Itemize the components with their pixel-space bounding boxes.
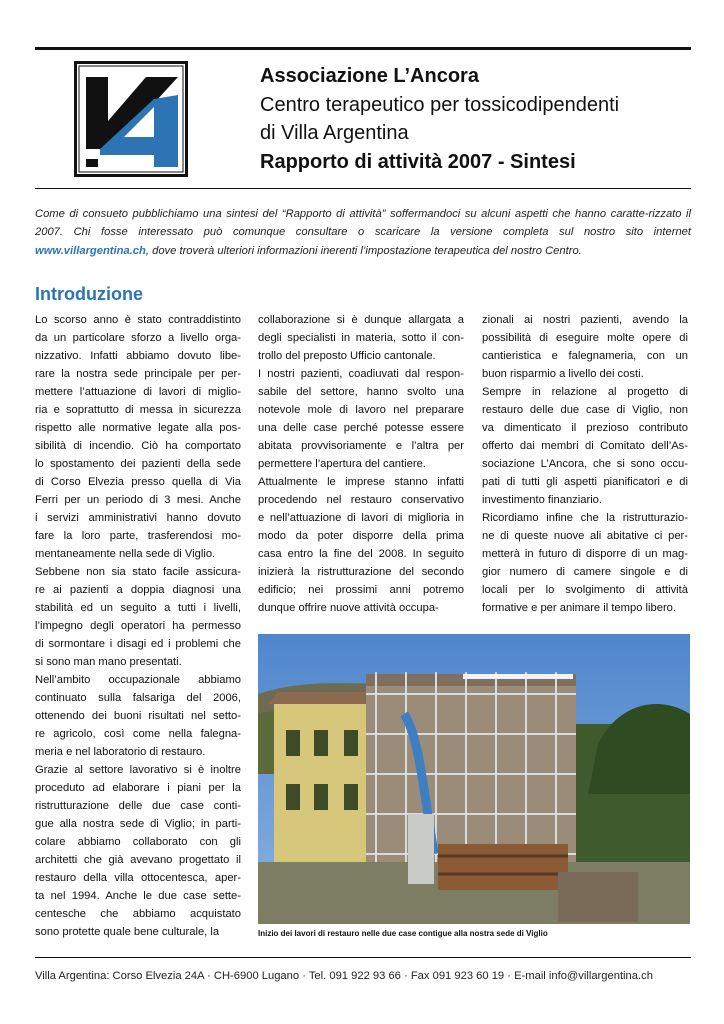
text-line: dunque offrire nuove attività occupa- bbox=[258, 602, 439, 614]
text-line: procedendo nel restauro conservativo bbox=[258, 494, 464, 506]
text-line: formative e per animare il tempo libero. bbox=[482, 602, 677, 614]
footer-contact: Villa Argentina: Corso Elvezia 24A · CH-6900 Lugano · Tel. 091 922 93 66 · Fax 091 923 60 19 · E-mail info@villargentina.ch bbox=[35, 970, 653, 982]
text-line: colare abbiamo collaborato con gli bbox=[35, 836, 241, 848]
text-line: ottenendo dei buoni risultati nel setto- bbox=[35, 710, 241, 722]
text-line: sono protette quale bene culturale, la bbox=[35, 926, 220, 938]
text-line: rispetto alle normative legate alla pos- bbox=[35, 422, 241, 434]
text-line: centesche che abbiamo acquistato bbox=[35, 908, 241, 920]
text-line: metterà in futuro di disporre di un mag- bbox=[482, 548, 688, 560]
text-line: lo spostamento dei pazienti della sede bbox=[35, 458, 241, 470]
text-line: proceduto ad elaborare i piani per la bbox=[35, 782, 241, 794]
text-line: nizzativo. Infatti abbiamo dovuto libe- bbox=[35, 350, 241, 362]
text-line: Nell’ambito occupazionale abbiamo bbox=[35, 674, 241, 686]
construction-photo bbox=[258, 634, 690, 924]
text-line: modo da poter disporre della prima bbox=[258, 530, 464, 542]
text-line: sabile del settore, hanno svolto una bbox=[258, 386, 464, 398]
text-column-3 bbox=[482, 311, 688, 617]
text-line: una delle case perché potesse essere bbox=[258, 422, 464, 434]
text-line: Lo scorso anno è stato contraddistinto bbox=[35, 314, 241, 326]
text-line: I nostri pazienti, coadiuvati dal respon- bbox=[258, 368, 464, 380]
text-line: va dimenticato il prezioso contributo bbox=[482, 422, 688, 434]
text-line: di sormontare i disagi ed i problemi che bbox=[35, 638, 241, 650]
text-line: inizierà la ristrutturazione del secondo bbox=[258, 566, 464, 578]
header-subtitle-line2: di Villa Argentina bbox=[260, 122, 409, 144]
text-line: restauro delle due case di Viglio, non bbox=[482, 404, 688, 416]
text-line: Sempre in relazione al progetto di bbox=[482, 386, 688, 398]
text-line: notevole mole di lavoro nel preparare bbox=[258, 404, 464, 416]
text-line: mentaneamente nella sede di Viglio. bbox=[35, 548, 216, 560]
text-line: i servizi amministrativi hanno dovuto bbox=[35, 512, 241, 524]
text-line: rare la nostra sede principale per per- bbox=[35, 368, 241, 380]
header-rule bbox=[35, 188, 691, 189]
intro-text-end: , dove troverà ulteriori informazioni inerenti l’impostazione terapeutica del nostro Centro. bbox=[145, 244, 582, 257]
text-line: fare la loro parte, trasferendosi mo- bbox=[35, 530, 241, 542]
text-line: di Corso Elvezia presso quella di Via bbox=[35, 476, 241, 488]
text-line: permettere l’apertura del cantiere. bbox=[258, 458, 426, 470]
text-line: buon risparmio a livello dei costi. bbox=[482, 368, 644, 380]
text-line: trollo del preposto Ufficio cantonale. bbox=[258, 350, 436, 362]
text-line: Ricordiamo infine che la ristrutturazio- bbox=[482, 512, 688, 524]
text-line: re ai pazienti a doppia diagnosi una bbox=[35, 584, 241, 596]
text-line: sociazione L’Ancora, che si sono occu- bbox=[482, 458, 688, 470]
text-line: gue alla nostra sede di Viglio; in parti- bbox=[35, 818, 241, 830]
text-line: abitata provvisoriamente e l’altra per bbox=[258, 440, 464, 452]
text-line: mettere l’attuazione di lavori di miglio- bbox=[35, 386, 241, 398]
website-link[interactable]: www.villargentina.ch bbox=[35, 244, 146, 257]
intro-text: Come di consueto pubblichiamo una sintesi del “Rapporto di attività” soffermandoci su alcuni aspetti che hanno caratte-rizzato il 2007. Chi fosse interessato può comunque consultare o scaricare la versione completa sul nostro sito internet bbox=[35, 208, 691, 239]
text-line: stabilità ed un seguito a tutti i livelli, bbox=[35, 602, 241, 614]
text-line: ne di queste nuove ali abitative ci per- bbox=[482, 530, 688, 542]
text-line: investimento finanziario. bbox=[482, 494, 603, 506]
text-line: ristrutturazione delle due case conti- bbox=[35, 800, 241, 812]
text-line: ta nel 1994. Anche le due case sette- bbox=[35, 890, 241, 902]
text-line: zionali ai nostri pazienti, avendo la bbox=[482, 314, 688, 326]
text-line: Grazie al settore lavorativo si è inoltre bbox=[35, 764, 241, 776]
photo-caption: Inizio dei lavori di restauro nelle due case contigue alla nostra sede di Viglio bbox=[258, 929, 548, 938]
text-line: ria e soprattutto di messa in sicurezza bbox=[35, 404, 241, 416]
text-line: possibilità di eseguire molte opere di bbox=[482, 332, 688, 344]
footer-rule bbox=[35, 957, 691, 958]
text-line: l’impegno degli operatori ha permesso bbox=[35, 620, 241, 632]
text-line: offerto dai membri di Comitato dell’As- bbox=[482, 440, 688, 452]
text-line: da un particolare sforzo a livello orga- bbox=[35, 332, 241, 344]
top-rule bbox=[35, 47, 691, 50]
text-line: degli specialisti in materia, sotto il con- bbox=[258, 332, 464, 344]
text-line: gior numero di camere singole e di bbox=[482, 566, 688, 578]
text-line: locali per lo svolgimento di attività bbox=[482, 584, 688, 596]
text-line: sibilità di incendio. Ciò ha comportato bbox=[35, 440, 241, 452]
text-line: e nell’attuazione di lavori di miglioria in bbox=[258, 512, 464, 524]
text-line: re agricolo, così come nella falegna- bbox=[35, 728, 241, 740]
organization-name: Associazione L’Ancora bbox=[260, 65, 479, 87]
document-header bbox=[260, 62, 700, 176]
text-line: meria e nel laboratorio di restauro. bbox=[35, 746, 206, 758]
text-line: Attualmente le imprese stanno infatti bbox=[258, 476, 464, 488]
report-title: Rapporto di attività 2007 - Sintesi bbox=[260, 150, 576, 173]
text-line: Sebbene non sia stato facile assicura- bbox=[35, 566, 241, 578]
text-column-1 bbox=[35, 311, 241, 941]
text-line: collaborazione si è dunque allargata a bbox=[258, 314, 464, 326]
section-title: Introduzione bbox=[35, 284, 143, 304]
text-line: cantieristica e falegnameria, con un bbox=[482, 350, 688, 362]
association-logo bbox=[74, 61, 188, 177]
header-subtitle-line1: Centro terapeutico per tossicodipendenti bbox=[260, 93, 620, 116]
text-line: Ferri per un periodo di 3 mesi. Anche bbox=[35, 494, 241, 506]
text-line: restauro della villa ottocentesca, aper- bbox=[35, 872, 241, 884]
text-line: edificio; nei prossimi anni potremo bbox=[258, 584, 464, 596]
intro-paragraph bbox=[35, 205, 691, 260]
text-column-2 bbox=[258, 311, 464, 617]
text-line: casa entro la fine del 2008. In seguito bbox=[258, 548, 464, 560]
text-line: pati di tutti gli aspetti pianificatori e di bbox=[482, 476, 688, 488]
text-line: continuato sulla falsariga del 2006, bbox=[35, 692, 241, 704]
text-line: si sono man mano presentati. bbox=[35, 656, 182, 668]
text-line: architetti che già avevano progettato il bbox=[35, 854, 241, 866]
